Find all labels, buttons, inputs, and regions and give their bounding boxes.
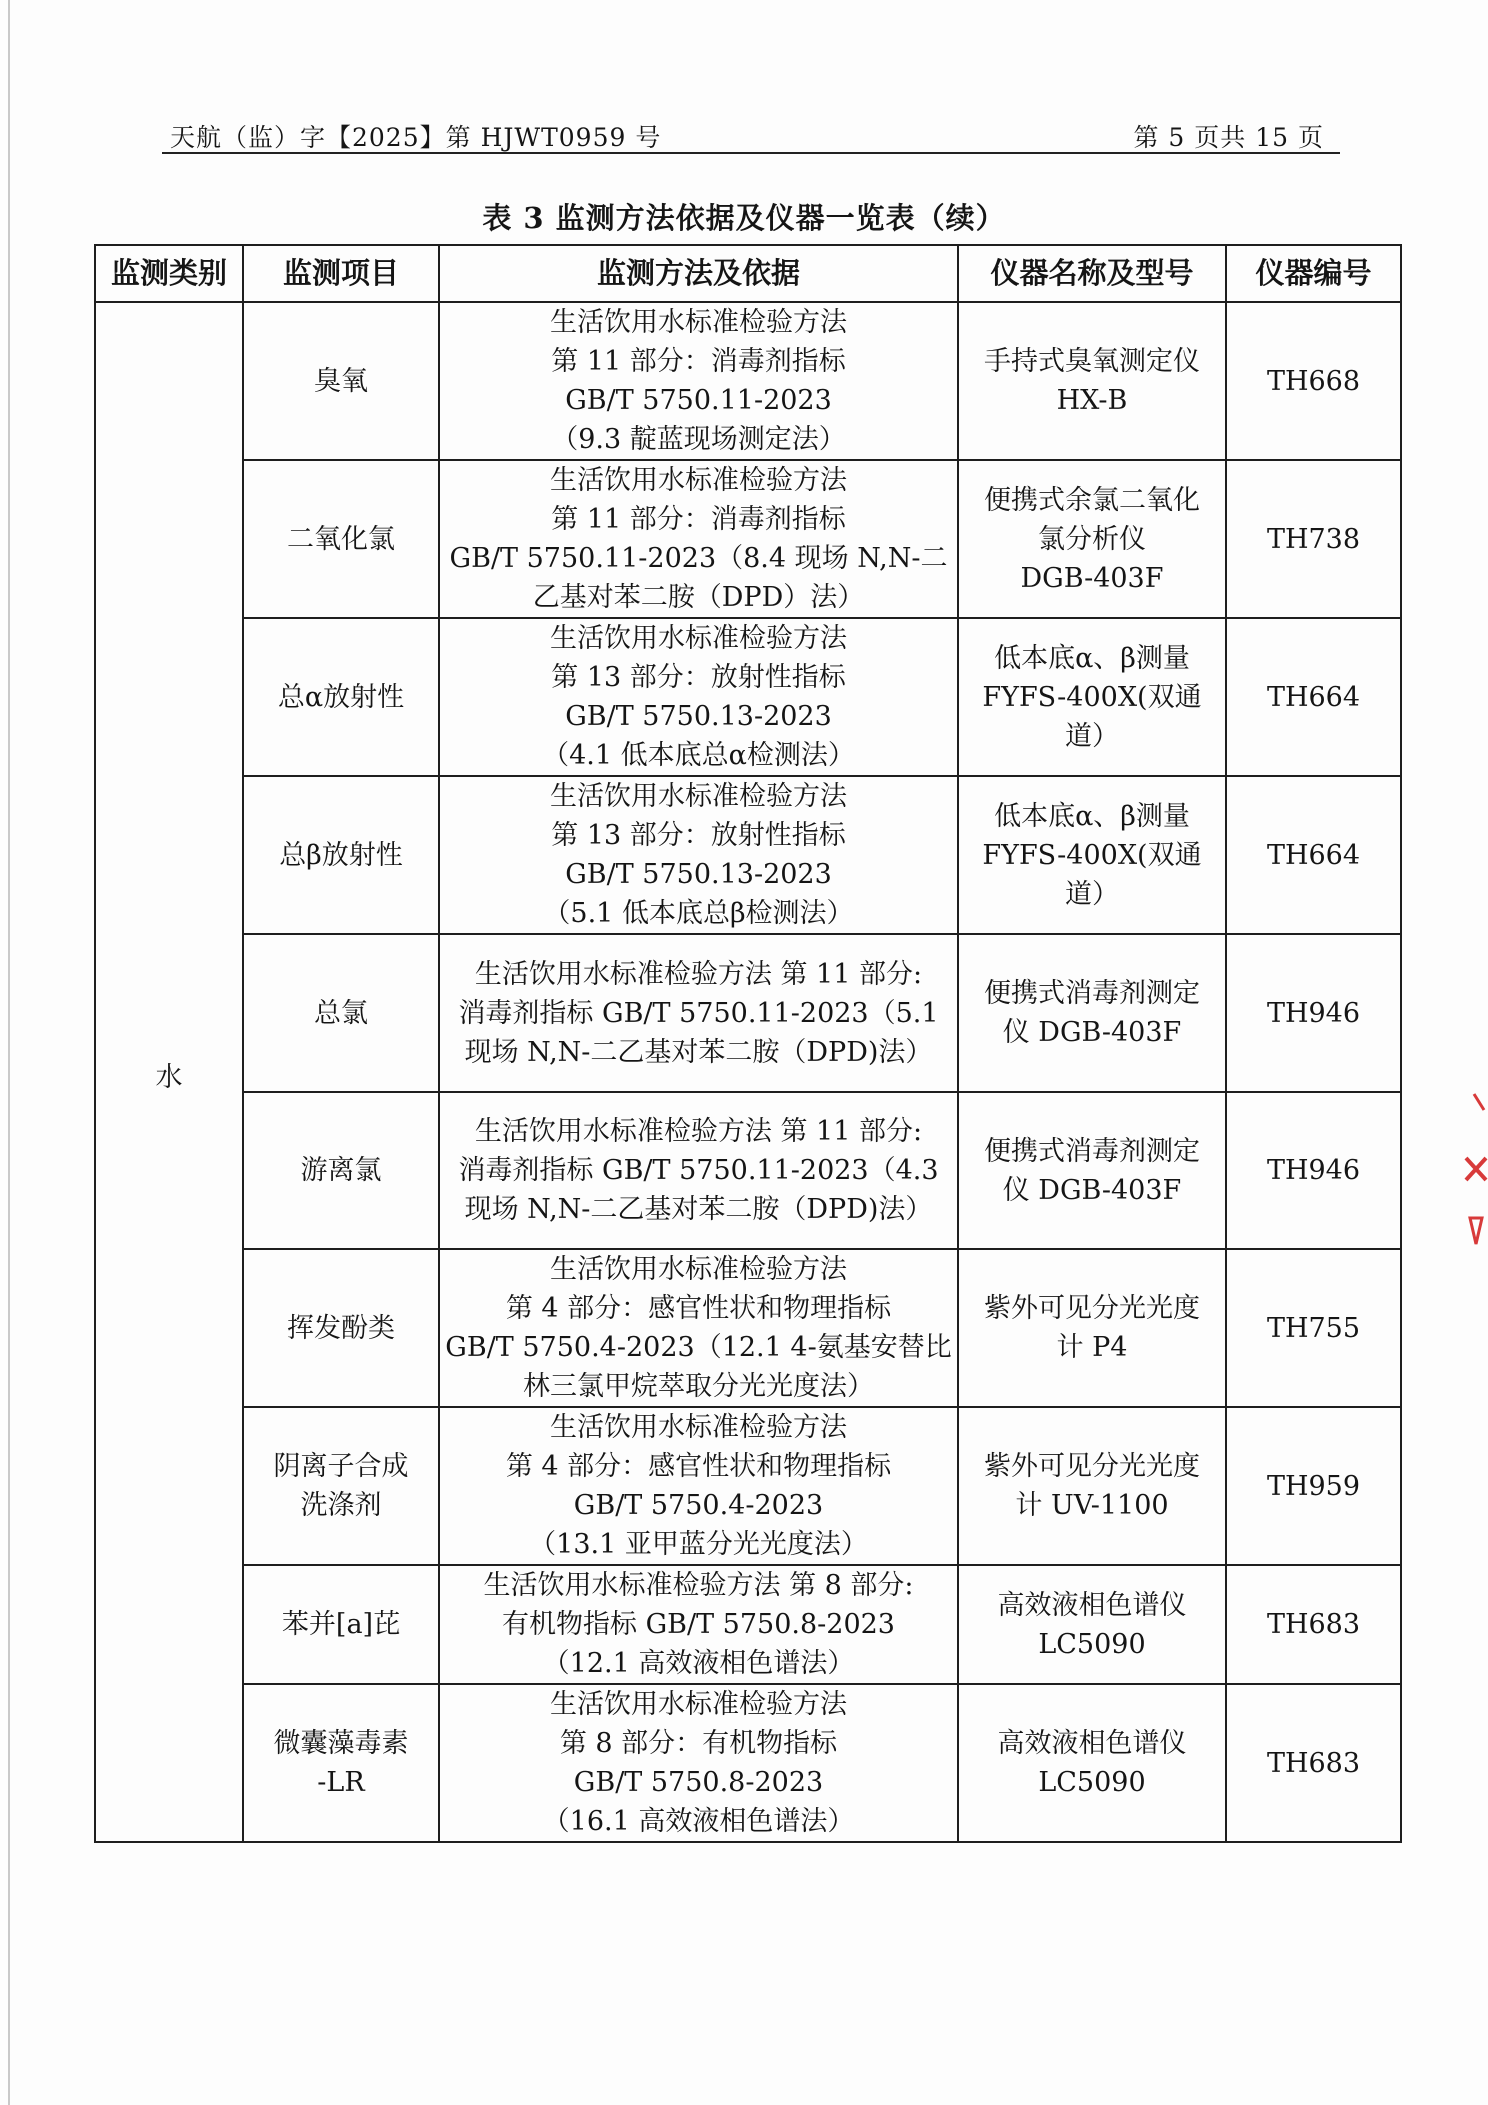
instrument-cell-line: HX-B xyxy=(1056,385,1128,416)
item-cell-line: -LR xyxy=(317,1767,365,1798)
method-cell-line: 第 4 部分：感官性状和物理指标 xyxy=(505,1293,892,1324)
item-cell-line: 臭氧 xyxy=(314,365,368,397)
item-cell xyxy=(243,1684,439,1842)
item-cell xyxy=(243,1565,439,1684)
method-cell-line: 第 8 部分：有机物指标 xyxy=(559,1728,838,1759)
table-row xyxy=(95,934,1401,1092)
method-cell-line: 生活饮用水标准检验方法 xyxy=(550,623,847,654)
item-cell xyxy=(243,1249,439,1407)
method-cell-line: 第 11 部分：消毒剂指标 xyxy=(551,504,846,535)
method-cell-line: 生活饮用水标准检验方法 第 8 部分: xyxy=(483,1570,914,1601)
method-cell-line: 生活饮用水标准检验方法 xyxy=(550,1254,847,1285)
instrument-cell xyxy=(958,1249,1226,1407)
method-cell-line: 有机物指标 GB/T 5750.8-2023 xyxy=(502,1609,895,1640)
table-row xyxy=(95,1092,1401,1249)
instrument-id-cell: TH683 xyxy=(1226,1565,1401,1684)
instrument-cell-line: FYFS-400X(双通 xyxy=(982,681,1202,713)
document-number: 天航（监）字【2025】第 HJWT0959 号 xyxy=(170,123,662,152)
instrument-cell-line: 便携式消毒剂测定 xyxy=(984,1135,1200,1167)
table-title: 表 3 监测方法依据及仪器一览表（续） xyxy=(482,201,1006,235)
instrument-cell xyxy=(958,1407,1226,1565)
method-cell xyxy=(439,1407,958,1565)
instrument-id-cell: TH664 xyxy=(1226,776,1401,934)
method-cell-line: 现场 N,N-二乙基对苯二胺（DPD)法） xyxy=(464,1036,933,1068)
item-cell-line: 苯并[a]芘 xyxy=(281,1609,401,1640)
table-row xyxy=(95,776,1401,934)
method-cell xyxy=(439,1249,958,1407)
instrument-cell-line: 氯分析仪 xyxy=(1038,523,1146,555)
table-row xyxy=(95,302,1401,460)
instrument-cell xyxy=(958,934,1226,1092)
instrument-cell-line: 便携式消毒剂测定 xyxy=(984,978,1200,1009)
item-cell-line: 总α放射性 xyxy=(277,681,405,713)
instrument-id-cell: TH959 xyxy=(1226,1407,1401,1565)
instrument-cell xyxy=(958,618,1226,776)
table-row xyxy=(95,1249,1401,1407)
method-cell xyxy=(439,776,958,934)
method-cell xyxy=(439,934,958,1092)
instrument-id-cell: TH946 xyxy=(1226,934,1401,1092)
method-cell-line: GB/T 5750.4-2023 xyxy=(573,1490,824,1521)
page-number: 第 5 页共 15 页 xyxy=(1133,123,1324,152)
method-cell xyxy=(439,460,958,618)
instrument-cell-line: 计 UV-1100 xyxy=(1015,1490,1169,1521)
method-cell-line: GB/T 5750.8-2023 xyxy=(573,1767,824,1798)
method-cell-line: 生活饮用水标准检验方法 xyxy=(550,307,847,338)
instrument-cell xyxy=(958,302,1226,460)
category-cell: 水 xyxy=(95,302,243,1842)
method-cell-line: （4.1 低本底总α检测法） xyxy=(542,740,855,771)
item-cell xyxy=(243,1092,439,1249)
method-cell-line: 生活饮用水标准检验方法 第 11 部分: xyxy=(474,958,923,990)
header-instrument: 仪器名称及型号 xyxy=(958,245,1226,302)
method-cell xyxy=(439,1092,958,1249)
instrument-cell-line: 紫外可见分光光度 xyxy=(984,1451,1200,1482)
method-cell-line: GB/T 5750.13-2023 xyxy=(565,859,832,890)
method-cell-line: （13.1 亚甲蓝分光光度法） xyxy=(529,1529,868,1560)
instrument-cell-line: DGB-403F xyxy=(1020,562,1164,594)
instrument-cell-line: 紫外可见分光光度 xyxy=(984,1293,1200,1324)
instrument-cell-line: LC5090 xyxy=(1038,1628,1146,1660)
method-cell xyxy=(439,618,958,776)
method-cell-line: 生活饮用水标准检验方法 第 11 部分: xyxy=(474,1116,923,1147)
method-cell-line: 生活饮用水标准检验方法 xyxy=(550,781,847,812)
table-row xyxy=(95,460,1401,618)
instrument-cell xyxy=(958,1684,1226,1842)
method-cell-line: GB/T 5750.11-2023 xyxy=(565,385,832,416)
page-header xyxy=(162,118,1340,154)
item-cell-line: 总β放射性 xyxy=(279,839,403,871)
table-row xyxy=(95,1684,1401,1842)
header-method: 监测方法及依据 xyxy=(439,245,958,302)
instrument-id-cell: TH738 xyxy=(1226,460,1401,618)
instrument-id-cell: TH946 xyxy=(1226,1092,1401,1249)
instrument-cell-line: 道） xyxy=(1065,720,1119,752)
instrument-cell-line: 低本底α、β测量 xyxy=(994,642,1190,674)
instrument-id-cell: TH668 xyxy=(1226,302,1401,460)
instrument-cell-line: LC5090 xyxy=(1038,1767,1146,1798)
item-cell xyxy=(243,618,439,776)
item-cell-line: 二氧化氯 xyxy=(287,523,395,555)
method-cell xyxy=(439,1684,958,1842)
instrument-cell xyxy=(958,776,1226,934)
instrument-cell-line: 道） xyxy=(1065,878,1119,910)
instrument-cell-line: 手持式臭氧测定仪 xyxy=(984,346,1200,377)
instrument-cell xyxy=(958,1565,1226,1684)
method-cell-line: 消毒剂指标 GB/T 5750.11-2023（4.3 xyxy=(458,1155,939,1186)
method-cell-line: GB/T 5750.13-2023 xyxy=(565,701,832,732)
method-cell-line: （9.3 靛蓝现场测定法） xyxy=(551,424,846,455)
method-cell-line: 现场 N,N-二乙基对苯二胺（DPD)法） xyxy=(464,1194,933,1225)
method-cell-line: GB/T 5750.4-2023（12.1 4-氨基安替比 xyxy=(445,1332,952,1363)
method-cell-line: 第 13 部分：放射性指标 xyxy=(551,820,846,851)
method-cell xyxy=(439,1565,958,1684)
header-instrument-id: 仪器编号 xyxy=(1226,245,1401,302)
item-cell-line: 总氯 xyxy=(314,997,368,1029)
method-cell-line: 第 4 部分：感官性状和物理指标 xyxy=(505,1451,892,1482)
instrument-id-cell: TH664 xyxy=(1226,618,1401,776)
method-cell-line: 生活饮用水标准检验方法 xyxy=(550,465,847,496)
table-row xyxy=(95,1565,1401,1684)
method-cell-line: （12.1 高效液相色谱法） xyxy=(542,1648,855,1679)
red-stamp-fragment xyxy=(1460,1088,1488,1268)
instrument-cell-line: 仪 DGB-403F xyxy=(1002,1017,1182,1048)
scan-edge-line xyxy=(8,0,10,2105)
instrument-cell xyxy=(958,460,1226,618)
instrument-cell-line: 高效液相色谱仪 xyxy=(997,1728,1187,1759)
method-cell-line: 第 13 部分：放射性指标 xyxy=(551,662,846,693)
instrument-id-cell: TH755 xyxy=(1226,1249,1401,1407)
stamp-mark-icon xyxy=(1460,1088,1488,1258)
instrument-cell-line: 低本底α、β测量 xyxy=(994,800,1190,832)
item-cell xyxy=(243,460,439,618)
header-item: 监测项目 xyxy=(243,245,439,302)
instrument-cell xyxy=(958,1092,1226,1249)
method-cell xyxy=(439,302,958,460)
method-cell-line: 乙基对苯二胺（DPD）法） xyxy=(532,582,865,613)
item-cell xyxy=(243,776,439,934)
item-cell xyxy=(243,1407,439,1565)
method-cell-line: 第 11 部分：消毒剂指标 xyxy=(551,346,846,377)
item-cell-line: 挥发酚类 xyxy=(287,1312,395,1344)
table-header-row xyxy=(95,245,1401,302)
method-cell-line: 林三氯甲烷萃取分光光度法） xyxy=(523,1371,874,1402)
item-cell-line: 阴离子合成 xyxy=(273,1451,409,1482)
method-cell-line: 生活饮用水标准检验方法 xyxy=(550,1412,847,1443)
method-cell-line: （16.1 高效液相色谱法） xyxy=(542,1806,855,1837)
item-cell-line: 洗涤剂 xyxy=(300,1490,382,1521)
instrument-cell-line: 计 P4 xyxy=(1056,1332,1128,1363)
method-cell-line: GB/T 5750.11-2023（8.4 现场 N,N-二 xyxy=(449,543,948,574)
table-row xyxy=(95,618,1401,776)
item-cell xyxy=(243,302,439,460)
item-cell-line: 微囊藻毒素 xyxy=(273,1728,409,1759)
item-cell-line: 游离氯 xyxy=(300,1155,382,1186)
method-cell-line: 消毒剂指标 GB/T 5750.11-2023（5.1 xyxy=(458,997,939,1029)
method-cell-line: 生活饮用水标准检验方法 xyxy=(550,1689,847,1720)
item-cell xyxy=(243,934,439,1092)
table-row xyxy=(95,1407,1401,1565)
instrument-cell-line: FYFS-400X(双通 xyxy=(982,839,1202,871)
instrument-cell-line: 仪 DGB-403F xyxy=(1002,1174,1182,1206)
method-cell-line: （5.1 低本底总β检测法） xyxy=(543,898,854,929)
header-category: 监测类别 xyxy=(95,245,243,302)
instrument-cell-line: 便携式余氯二氧化 xyxy=(984,484,1200,516)
instrument-cell-line: 高效液相色谱仪 xyxy=(997,1589,1187,1621)
instrument-id-cell: TH683 xyxy=(1226,1684,1401,1842)
methods-instruments-table xyxy=(94,244,1402,1843)
